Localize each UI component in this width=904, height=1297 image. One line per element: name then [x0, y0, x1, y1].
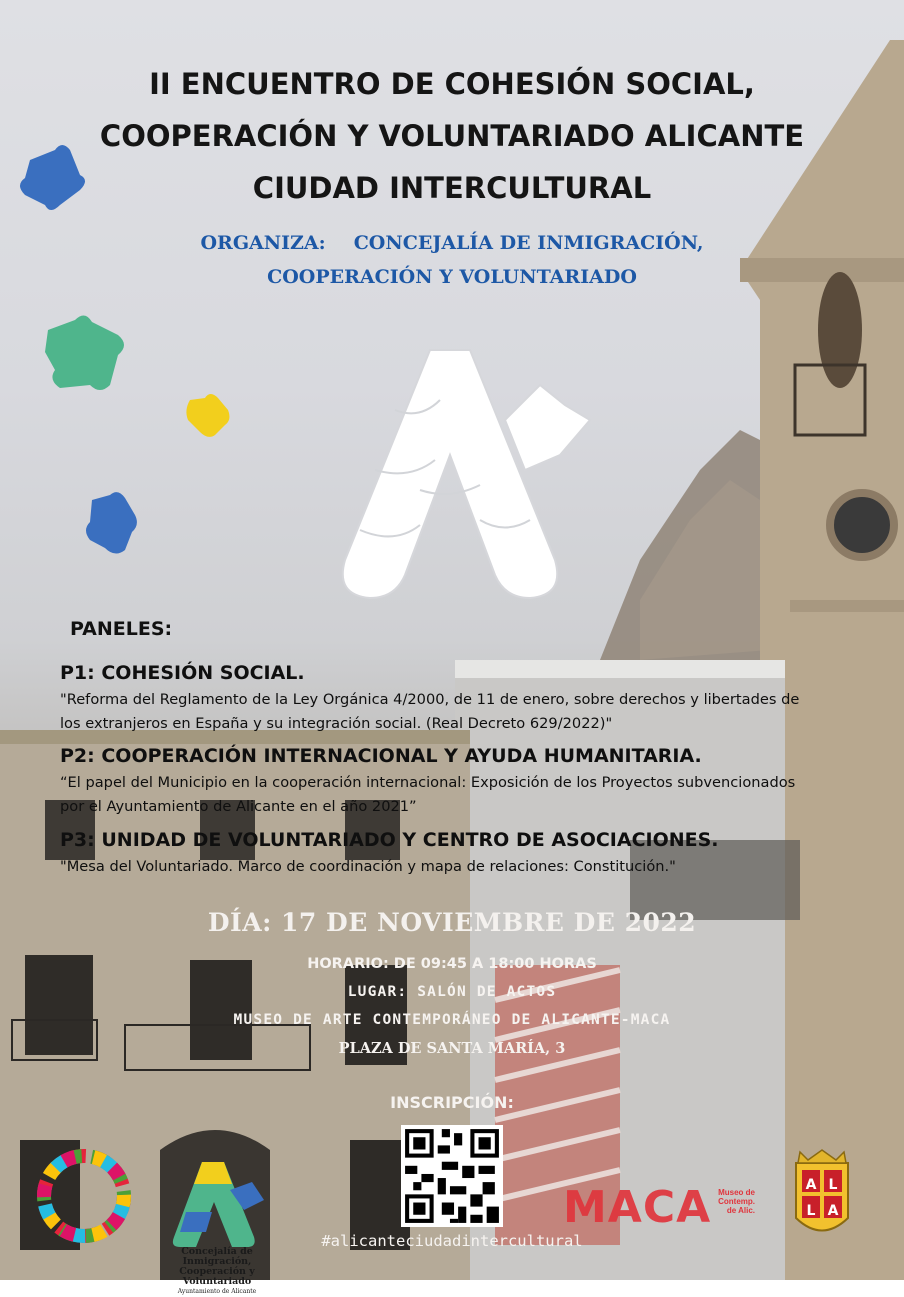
- event-place: LUGAR: SALÓN DE ACTOS: [347, 984, 557, 1000]
- organizer-label: ORGANIZA:: [200, 232, 326, 254]
- maca-logo-subtitle: [705, 1188, 755, 1215]
- organizer-line-1: CONCEJALÍA DE INMIGRACIÓN,: [353, 232, 704, 254]
- puzzle-piece-yellow-icon: [186, 394, 229, 437]
- puzzle-piece-green-icon: [45, 315, 124, 390]
- event-schedule: HORARIO: DE 09:45 A 18:00 HORAS: [307, 956, 597, 972]
- panel-description-line: "Mesa del Voluntariado. Marco de coordinación y mapa de relaciones: Constitución.": [60, 858, 676, 875]
- qr-code-icon: [401, 1125, 503, 1227]
- panel-1: [60, 660, 890, 736]
- panel-description-line: por el Ayuntamiento de Alicante en el año 2021”: [60, 798, 417, 815]
- registration-label: INSCRIPCIÓN:: [390, 1093, 514, 1112]
- panel-description-line: los extranjeros en España y su integración social. (Real Decreto 629/2022)": [60, 715, 613, 732]
- organizer-line-2: COOPERACIÓN Y VOLUNTARIADO: [267, 266, 637, 288]
- crest-letter-4: A: [827, 1203, 839, 1219]
- organizer-block: [40, 226, 864, 294]
- maca-sub-line: de Alic.: [726, 1206, 755, 1215]
- concejalia-caption-line: Ayuntamiento de Alicante: [177, 1288, 257, 1295]
- concejalia-logo-caption: [150, 1247, 284, 1297]
- panel-description-line: "Reforma del Reglamento de la Ley Orgánica 4/2000, de 11 de enero, sobre derechos y libertades de: [60, 691, 800, 708]
- title-line-2: COOPERACIÓN Y VOLUNTARIADO ALICANTE: [99, 119, 805, 153]
- panel-title: P2: COOPERACIÓN INTERNACIONAL Y AYUDA HUMANITARIA.: [60, 745, 702, 767]
- maca-logo: MACA: [563, 1182, 712, 1233]
- event-hashtag: #alicanteciudadintercultural: [321, 1232, 583, 1250]
- crest-letter-1: A: [805, 1177, 817, 1193]
- puzzle-a-logo: [343, 350, 590, 598]
- panel-title: P3: UNIDAD DE VOLUNTARIADO Y CENTRO DE ASOCIACIONES.: [60, 829, 719, 851]
- panels-heading: PANELES:: [70, 618, 173, 640]
- alicante-crest-icon: [796, 1150, 848, 1231]
- crest-letter-2: L: [828, 1177, 838, 1193]
- event-title: [40, 58, 864, 214]
- event-date: DÍA: 17 DE NOVIEMBRE DE 2022: [207, 908, 697, 937]
- maca-sub-line: Museo de: [718, 1188, 755, 1197]
- concejalia-caption-line: Concejalía de Inmigración,: [181, 1246, 253, 1267]
- event-venue: MUSEO DE ARTE CONTEMPORÁNEO DE ALICANTE-MACA: [233, 1012, 671, 1028]
- event-address: PLAZA DE SANTA MARÍA, 3: [338, 1040, 566, 1057]
- puzzle-piece-blue2-icon: [86, 492, 137, 553]
- maca-sub-line: Contemp.: [718, 1197, 755, 1206]
- panel-title: P1: COHESIÓN SOCIAL.: [60, 662, 305, 684]
- panel-description-line: “El papel del Municipio en la cooperación internacional: Exposición de los Proyectos subvencionados: [60, 774, 796, 791]
- registration-qr-code[interactable]: [401, 1125, 503, 1227]
- title-line-1: II ENCUENTRO DE COHESIÓN SOCIAL,: [149, 67, 755, 101]
- title-line-3: CIUDAD INTERCULTURAL: [252, 171, 652, 205]
- crest-letter-3: L: [806, 1203, 816, 1219]
- panel-2: [60, 743, 890, 819]
- concejalia-caption-line: Cooperación y Voluntariado: [179, 1266, 255, 1287]
- panel-3: [60, 827, 890, 879]
